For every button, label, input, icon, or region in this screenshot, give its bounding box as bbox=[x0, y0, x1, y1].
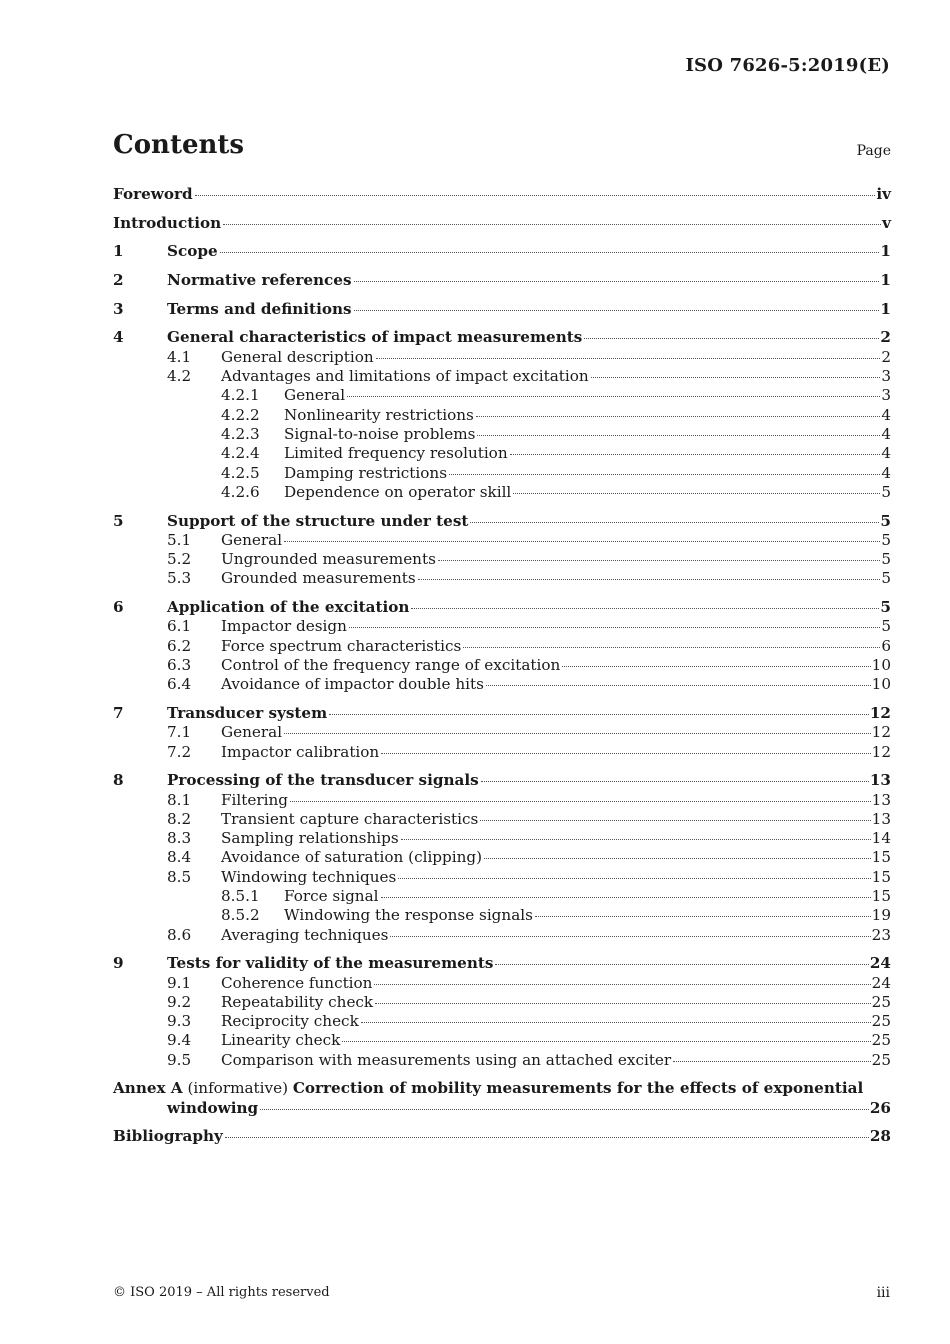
toc-entry[interactable] bbox=[113, 598, 891, 617]
toc-entry-label: Force signal bbox=[284, 887, 379, 906]
toc-entry[interactable] bbox=[113, 367, 891, 386]
dot-leader bbox=[349, 627, 880, 628]
toc-entry-label: Impactor calibration bbox=[221, 742, 380, 761]
toc-entry-number: 8.2 bbox=[167, 809, 192, 828]
toc-entry-label: Scope bbox=[167, 242, 218, 261]
toc-entry-label: Normative references bbox=[167, 271, 352, 290]
dot-leader bbox=[438, 560, 880, 561]
toc-entry-number: 8.5.2 bbox=[221, 906, 260, 925]
toc-entry[interactable] bbox=[113, 993, 891, 1012]
toc-entry-number: 6.2 bbox=[167, 636, 192, 655]
toc-entry[interactable] bbox=[113, 675, 891, 694]
toc-entry-number: 9.4 bbox=[167, 1031, 192, 1050]
toc-entry[interactable] bbox=[113, 771, 891, 790]
annex-title-continuation: windowing bbox=[167, 1098, 259, 1117]
toc-entry-number: 4.2.1 bbox=[221, 386, 260, 405]
dot-leader bbox=[381, 897, 871, 898]
dot-leader bbox=[398, 878, 870, 879]
toc-entry[interactable] bbox=[113, 954, 891, 973]
toc-entry-label: Introduction bbox=[113, 213, 222, 232]
toc-entry-label: Reciprocity check bbox=[221, 1012, 359, 1031]
toc-entry-label: General bbox=[221, 530, 283, 549]
toc-entry[interactable] bbox=[113, 328, 891, 347]
dot-leader bbox=[418, 579, 881, 580]
document-id: ISO 7626-5:2019(E) bbox=[685, 55, 890, 76]
toc-entry-number: 4.2.2 bbox=[221, 405, 260, 424]
toc-entry-label: Averaging techniques bbox=[221, 925, 389, 944]
toc-entry-label: Terms and definitions bbox=[167, 299, 352, 318]
dot-leader bbox=[401, 839, 871, 840]
toc-entry-page-number: iv bbox=[876, 185, 891, 203]
dot-leader bbox=[342, 1041, 870, 1042]
dot-leader bbox=[390, 936, 870, 937]
toc-entry-number: 7 bbox=[113, 703, 124, 722]
dot-leader bbox=[470, 522, 879, 523]
dot-leader bbox=[411, 608, 879, 609]
toc-entry-page-number: v bbox=[882, 213, 891, 232]
dot-leader bbox=[223, 224, 881, 225]
toc-entry-number: 9.3 bbox=[167, 1012, 192, 1031]
dot-leader bbox=[591, 377, 881, 378]
toc-entry-number: 8.5.1 bbox=[221, 887, 260, 906]
toc-entry-number: 7.1 bbox=[167, 723, 192, 742]
page-column-label: Page bbox=[856, 143, 891, 159]
toc-entry-page-number: 13 bbox=[871, 790, 891, 809]
toc-entry-page-number: 15 bbox=[871, 867, 891, 886]
toc-entry-number: 7.2 bbox=[167, 742, 192, 761]
annex-title-line2 bbox=[113, 1099, 891, 1118]
toc-entry[interactable] bbox=[113, 868, 891, 887]
toc-entry-label: Transducer system bbox=[167, 703, 328, 722]
toc-entry-label: General description bbox=[221, 347, 374, 366]
toc-entry-label: Limited frequency resolution bbox=[284, 444, 508, 463]
toc-entry-number: 8.5 bbox=[167, 867, 192, 886]
toc-entry-number: 4.2 bbox=[167, 367, 192, 386]
dot-leader bbox=[225, 1137, 869, 1138]
footer-page-number: iii bbox=[876, 1285, 890, 1301]
toc-entry-page-number: 12 bbox=[871, 742, 891, 761]
toc-entry-label: Windowing techniques bbox=[221, 867, 397, 886]
dot-leader bbox=[562, 666, 870, 667]
dot-leader bbox=[361, 1022, 871, 1023]
dot-leader bbox=[476, 416, 880, 417]
toc-entry[interactable] bbox=[113, 214, 891, 233]
toc-entry-label: Repeatability check bbox=[221, 992, 374, 1011]
toc-entry-page-number: 14 bbox=[871, 829, 891, 848]
toc-entry-number: 4.2.5 bbox=[221, 463, 260, 482]
toc-entry-label: Grounded measurements bbox=[221, 569, 416, 588]
annex-page-number: 26 bbox=[869, 1098, 891, 1117]
dot-leader bbox=[584, 338, 879, 339]
toc-entry-page-number: 13 bbox=[871, 809, 891, 828]
dot-leader bbox=[484, 858, 871, 859]
dot-leader bbox=[375, 1003, 871, 1004]
toc-entry-number: 4.1 bbox=[167, 347, 192, 366]
toc-entry-page-number: 5 bbox=[881, 530, 891, 549]
dot-leader bbox=[463, 647, 880, 648]
toc-entry-number: 6.4 bbox=[167, 675, 192, 694]
toc-entry[interactable] bbox=[113, 271, 891, 290]
toc-entry[interactable] bbox=[113, 185, 891, 204]
dot-leader bbox=[510, 454, 881, 455]
toc-entry-number: 5.2 bbox=[167, 550, 192, 569]
toc-entry-page-number: 1 bbox=[880, 242, 891, 261]
toc-entry-label: General characteristics of impact measurements bbox=[167, 328, 583, 347]
toc-entry-label: Dependence on operator skill bbox=[284, 482, 512, 501]
dot-leader bbox=[486, 685, 871, 686]
toc-entries bbox=[113, 185, 891, 1070]
toc-entry-page-number: 5 bbox=[880, 511, 891, 530]
toc-entry-page-number: 19 bbox=[871, 906, 891, 925]
dot-leader bbox=[354, 281, 880, 282]
dot-leader bbox=[329, 714, 869, 715]
toc-entry[interactable] bbox=[113, 926, 891, 945]
toc-entry-number: 5.1 bbox=[167, 530, 192, 549]
toc-entry-label: Foreword bbox=[113, 185, 193, 203]
toc-entry[interactable] bbox=[113, 791, 891, 810]
toc-entry-page-number: 12 bbox=[869, 703, 891, 722]
table-of-contents bbox=[113, 185, 891, 1147]
toc-entry-label: Coherence function bbox=[221, 973, 373, 992]
toc-entry[interactable] bbox=[113, 637, 891, 656]
toc-entry[interactable] bbox=[113, 617, 891, 636]
toc-entry-page-number: 4 bbox=[881, 444, 891, 463]
toc-bibliography-entry[interactable] bbox=[113, 1127, 891, 1146]
toc-entry[interactable] bbox=[113, 348, 891, 367]
toc-entry-label: Force spectrum characteristics bbox=[221, 636, 462, 655]
dot-leader bbox=[481, 781, 869, 782]
toc-entry-number: 4.2.4 bbox=[221, 444, 260, 463]
toc-entry-page-number: 5 bbox=[881, 617, 891, 636]
toc-entry-number: 2 bbox=[113, 271, 124, 290]
dot-leader bbox=[374, 984, 870, 985]
toc-entry-page-number: 2 bbox=[881, 347, 891, 366]
toc-entry-label: Nonlinearity restrictions bbox=[284, 405, 474, 424]
toc-entry-number: 1 bbox=[113, 242, 124, 261]
toc-entry[interactable] bbox=[113, 1051, 891, 1070]
toc-entry-page-number: 5 bbox=[881, 482, 891, 501]
toc-entry-number: 9.5 bbox=[167, 1050, 192, 1069]
dot-leader bbox=[284, 733, 871, 734]
toc-entry[interactable] bbox=[113, 810, 891, 829]
toc-entry-label: Control of the frequency range of excitation bbox=[221, 655, 561, 674]
toc-entry-label: Support of the structure under test bbox=[167, 511, 469, 530]
toc-entry-label: Impactor design bbox=[221, 617, 347, 636]
toc-entry-label: General bbox=[221, 723, 283, 742]
toc-entry-number: 9.1 bbox=[167, 973, 192, 992]
toc-entry[interactable] bbox=[113, 386, 891, 405]
bibliography-label: Bibliography bbox=[113, 1127, 223, 1146]
toc-entry-page-number: 1 bbox=[880, 299, 891, 318]
contents-header bbox=[113, 130, 891, 170]
toc-entry[interactable] bbox=[113, 887, 891, 906]
toc-entry[interactable] bbox=[113, 974, 891, 993]
toc-entry-label: Advantages and limitations of impact excitation bbox=[221, 367, 589, 386]
dot-leader bbox=[449, 474, 880, 475]
toc-entry-label: Windowing the response signals bbox=[284, 906, 533, 925]
toc-entry[interactable] bbox=[113, 444, 891, 463]
toc-entry-page-number: 15 bbox=[871, 887, 891, 906]
toc-entry[interactable] bbox=[113, 906, 891, 925]
toc-entry-page-number: 3 bbox=[881, 367, 891, 386]
annex-title-text: Correction of mobility measurements for the effects of exponential bbox=[292, 1079, 864, 1098]
toc-entry-label: Avoidance of saturation (clipping) bbox=[221, 848, 483, 867]
toc-entry-page-number: 24 bbox=[869, 954, 891, 973]
toc-entry[interactable] bbox=[113, 425, 891, 444]
toc-entry-label: Signal-to-noise problems bbox=[284, 424, 476, 443]
toc-annex-entry[interactable] bbox=[113, 1079, 891, 1118]
toc-entry-page-number: 4 bbox=[881, 463, 891, 482]
toc-entry-page-number: 25 bbox=[871, 1050, 891, 1069]
toc-entry[interactable] bbox=[113, 300, 891, 319]
toc-entry[interactable] bbox=[113, 569, 891, 588]
toc-entry-page-number: 2 bbox=[880, 328, 891, 347]
toc-entry-number: 4 bbox=[113, 328, 124, 347]
toc-entry-number: 3 bbox=[113, 299, 124, 318]
dot-leader bbox=[480, 820, 870, 821]
toc-entry-label: Ungrounded measurements bbox=[221, 550, 436, 569]
toc-entry[interactable] bbox=[113, 1031, 891, 1050]
toc-entry-page-number: 5 bbox=[881, 550, 891, 569]
dot-leader bbox=[220, 252, 880, 253]
toc-entry-label: Filtering bbox=[221, 790, 288, 809]
toc-entry-label: Avoidance of impactor double hits bbox=[221, 675, 484, 694]
dot-leader bbox=[347, 396, 880, 397]
dot-leader bbox=[535, 916, 871, 917]
toc-entry-label: General bbox=[284, 386, 346, 405]
toc-entry-label: Processing of the transducer signals bbox=[167, 771, 479, 790]
toc-entry-number: 6.3 bbox=[167, 655, 192, 674]
toc-entry-number: 8.6 bbox=[167, 925, 192, 944]
toc-entry[interactable] bbox=[113, 464, 891, 483]
toc-entry-label: Application of the excitation bbox=[167, 598, 410, 617]
toc-entry-page-number: 23 bbox=[871, 925, 891, 944]
toc-entry-label: Linearity check bbox=[221, 1031, 341, 1050]
toc-entry-number: 4.2.3 bbox=[221, 424, 260, 443]
toc-entry-page-number: 24 bbox=[871, 973, 891, 992]
toc-entry-page-number: 5 bbox=[880, 598, 891, 617]
dot-leader bbox=[381, 753, 870, 754]
toc-entry-label: Sampling relationships bbox=[221, 829, 399, 848]
toc-entry[interactable] bbox=[113, 743, 891, 762]
toc-entry[interactable] bbox=[113, 704, 891, 723]
toc-entry-number: 6.1 bbox=[167, 617, 192, 636]
toc-entry-page-number: 5 bbox=[881, 569, 891, 588]
annex-prefix: Annex A bbox=[113, 1079, 183, 1098]
toc-entry-label: Tests for validity of the measurements bbox=[167, 954, 494, 973]
footer-copyright: © ISO 2019 – All rights reserved bbox=[113, 1285, 330, 1300]
toc-entry[interactable] bbox=[113, 406, 891, 425]
toc-entry-page-number: 3 bbox=[881, 386, 891, 405]
toc-entry[interactable] bbox=[113, 1012, 891, 1031]
dot-leader bbox=[477, 435, 880, 436]
bibliography-page-number: 28 bbox=[869, 1127, 891, 1146]
toc-entry[interactable] bbox=[113, 531, 891, 550]
toc-entry-number: 5 bbox=[113, 511, 124, 530]
dot-leader bbox=[673, 1061, 870, 1062]
toc-entry-page-number: 13 bbox=[869, 771, 891, 790]
toc-entry-number: 9.2 bbox=[167, 992, 192, 1011]
toc-entry[interactable] bbox=[113, 512, 891, 531]
dot-leader bbox=[376, 358, 881, 359]
toc-entry-page-number: 15 bbox=[871, 848, 891, 867]
toc-entry-page-number: 10 bbox=[871, 655, 891, 674]
dot-leader bbox=[495, 964, 868, 965]
toc-entry-label: Damping restrictions bbox=[284, 463, 447, 482]
toc-entry-page-number: 25 bbox=[871, 1012, 891, 1031]
toc-entry-number: 8.1 bbox=[167, 790, 192, 809]
toc-entry-page-number: 4 bbox=[881, 405, 891, 424]
toc-entry-label: Transient capture characteristics bbox=[221, 809, 479, 828]
annex-title-line1 bbox=[113, 1079, 891, 1098]
toc-entry[interactable] bbox=[113, 483, 891, 502]
toc-entry-number: 8.3 bbox=[167, 829, 192, 848]
toc-entry-number: 8.4 bbox=[167, 848, 192, 867]
toc-entry-page-number: 10 bbox=[871, 675, 891, 694]
toc-entry-number: 6 bbox=[113, 598, 124, 617]
dot-leader bbox=[290, 801, 871, 802]
toc-entry[interactable] bbox=[113, 550, 891, 569]
toc-entry-page-number: 25 bbox=[871, 1031, 891, 1050]
toc-entry-label: Comparison with measurements using an attached exciter bbox=[221, 1050, 672, 1069]
toc-entry-page-number: 4 bbox=[881, 424, 891, 443]
dot-leader bbox=[354, 310, 880, 311]
dot-leader bbox=[513, 493, 880, 494]
toc-entry-number: 5.3 bbox=[167, 569, 192, 588]
toc-entry-page-number: 12 bbox=[871, 723, 891, 742]
dot-leader bbox=[260, 1109, 869, 1110]
toc-entry[interactable] bbox=[113, 723, 891, 742]
toc-entry-number: 8 bbox=[113, 771, 124, 790]
toc-entry[interactable] bbox=[113, 848, 891, 867]
toc-entry-page-number: 6 bbox=[881, 636, 891, 655]
toc-entry-number: 9 bbox=[113, 954, 124, 973]
toc-entry[interactable] bbox=[113, 829, 891, 848]
toc-entry-page-number: 1 bbox=[880, 271, 891, 290]
dot-leader bbox=[284, 541, 880, 542]
toc-entry[interactable] bbox=[113, 656, 891, 675]
contents-title: Contents bbox=[113, 130, 245, 160]
toc-entry-number: 4.2.6 bbox=[221, 482, 260, 501]
annex-type: (informative) bbox=[187, 1079, 288, 1098]
dot-leader bbox=[195, 195, 876, 196]
toc-entry[interactable] bbox=[113, 242, 891, 261]
toc-entry-page-number: 25 bbox=[871, 992, 891, 1011]
